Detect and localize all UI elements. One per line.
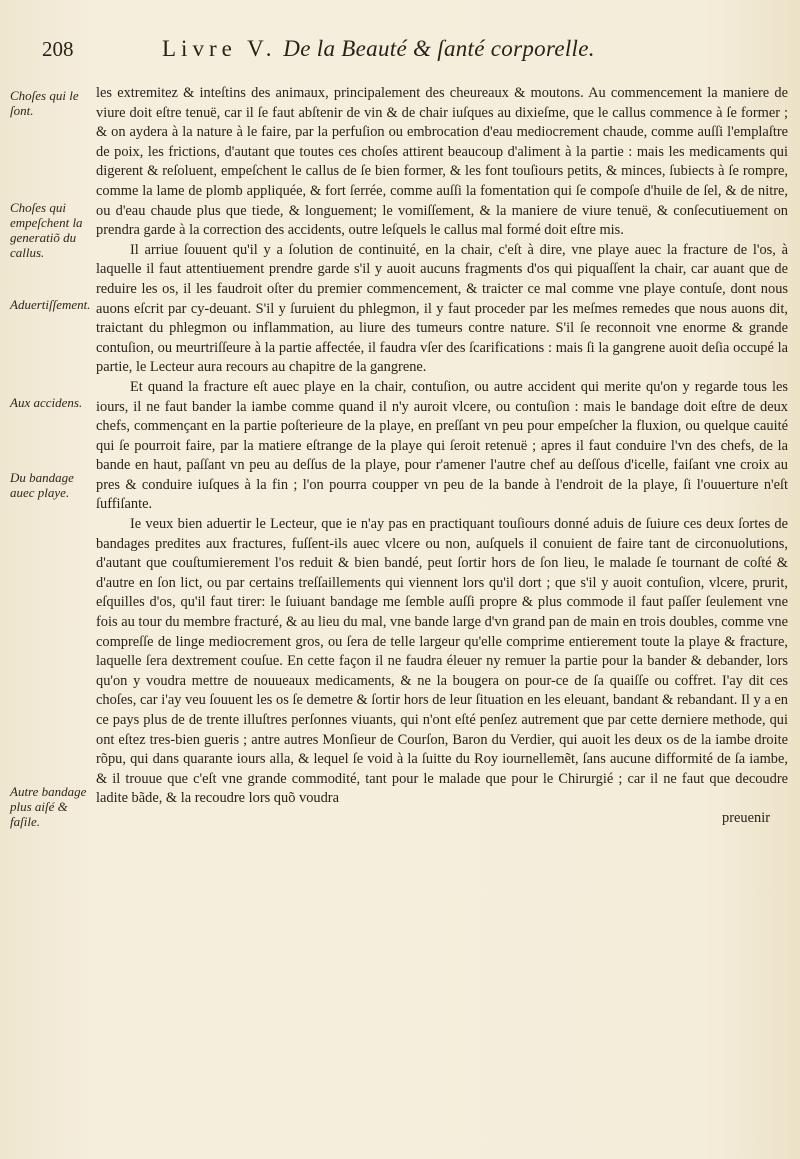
page-number: 208 (42, 37, 74, 61)
catchword: preuenir (722, 809, 770, 826)
margin-note-choses-qui-le-sont: Choſes qui le ſont. (10, 88, 79, 118)
margin-note-empeschent-callus: Choſes qui empeſchent la generatiõ du callus. (10, 200, 83, 260)
margin-note-aduertissement: Aduertiſſement. (10, 297, 91, 312)
running-title (162, 36, 595, 62)
paragraph-callus: les extremitez & inteſtins des animaux, principalement des cheureaux & moutons. Au commencement la maniere de viure doit eſtre tenuë, car il ſe faut abſtenir de vin & de chair iuſques au dixieſme, que le callus commence à ſe former ; & on aydera à la nature à le faire, par la perfuſion ou embrocation d'eau mediocrement chaude, comme auſſi l'emplaſtre de poix, les frictions, d'autant que toutes ces choſes attirent beaucoup d'aliment à la partie : mais les medicaments qui digerent & reſoluent, empeſchent le callus de ſe bien former, & les font touſiours petits, & minces, ſubiects à ſe rompre, comme la lame de plomb appliquée, & fort ſerrée, comme auſſi la fomentation qui ſe compoſe d'huile de ſel, & de nitre, ou d'eau chaude plus que tiede, & longuement; le vomiſſement, & la maniere de viure tenuë, & conſecutiuement on prendra garde à la correction des accidents, outre leſquels le callus mal formé doit eſtre mis. (96, 85, 788, 239)
chapter-title: De la Beauté & ſanté corporelle. (283, 36, 595, 61)
paragraph-fracture-playe: Et quand la fracture eſt auec playe en la chair, contuſion, ou autre accident qui merite qu'on y regarde tous les iours, il ne faut bander la iambe comme quand il n'y auroit vlcere, ou contuſion : mais le bandage doit eſtre de deux chefs, commençant en la partie poſterieure de la playe, en preſſant vn peu pour empeſcher la fluxion, ou quelque cauité qui ſe pourroit faire, par la matiere eſtrange de la playe qui ſeroit retenuë ; apres il faut conduire l'vn des chefs, de la bande en haut, paſſant vn peu au deſſus de la playe, pour r'amener l'autre chef au deſſous d'icelle, faiſant vne croix au pres & conduire iuſques à la fin ; l'on pourra coupper vn peu de la bande à l'endroit de la playe, ſi l'ouuerture n'eſt ſuffiſante. (96, 378, 788, 513)
paragraph-solution-continuite: Il arriue ſouuent qu'il y a ſolution de continuité, en la chair, c'eſt à dire, vne playe auec la fracture de l'os, à laquelle il faut attentiuement prendre garde s'il y auoit aucuns fragments d'os qui piquaſſent la chair, car auant que de reduire les os, il les faudroit oſter du premier commencement, & traicter ce mal comme vne playe contuſe, dont nous auons eſcrit par cy-deuant. S'il y ſuruient du phlegmon, il y faut proceder par les meſmes remedes que nous auons dit, traictant du phlegmon ou inflammation, au liure des tumeurs contre nature. S'il ſe reconnoit vne enorme & grande contuſion, ou meurtriſſeure à la partie affectée, il faudra vſer des ſcarifications : mais ſi la gangrene auoit deſia occupé la partie, le Lecteur aura recours au chapitre de la gangrene. (96, 241, 788, 376)
book-number: Livre V. (162, 36, 277, 61)
margin-note-aux-accidens: Aux accidens. (10, 395, 83, 410)
main-text (96, 84, 788, 829)
margin-note-autre-bandage: Autre bandage plus aiſé & faſile. (10, 784, 87, 829)
paragraph-aduertir-lecteur: Ie veux bien aduertir le Lecteur, que ie n'ay pas en practiquant touſiours donné aduis de ſuiure ces deux ſortes de bandages predites aux fractures, fuſſent-ils auec vlcere ou non, auſquels il conuient de faire tant de circonuolutions, d'autant que couſtumierement l'os reduit & bien bandé, peut ſortir hors de ſon lieu, le malade ſe tournant de coſté & d'autre en ſon lict, ou par certains treſſaillements qui viennent lors qu'il dort ; que s'il y auoit contuſion, vlcere, prurit, eſquilles d'os, qu'il faut tirer: le ſuiuant bandage me ſemble auſſi propre & plus commode il faut paſſer ſeulement vne fois au tour du membre fracturé, & au lieu du mal, vne bande large d'vn grand pan de main en trois doubles, comme vne compreſſe de linge mediocrement gros, ou ſera de telle largeur qu'elle comprime entierement toute la playe & fracture, laquelle ſera dextrement couſue. En cette façon il ne faudra éleuer ny remuer la partie pour la bander & debander, lors qu'on y voudra mettre de nouueaux medicaments, & ne la bougera on pour-ce de ſa quaiſſe ou coffret. I'ay dit ces choſes, car i'ay veu ſouuent les os ſe demetre & ſortir hors de leur ſituation en les eleuant, bandant & rebandant. Il y a en ce pays plus de de trente illuſtres perſonnes viuants, qui n'ont eſté penſez autrement que par cette derniere methode, qui ont eſtez tres-bien gueris ; antre autres Monſieur de Courſon, Baron du Verdier, qui auoit les deux os de la iambe droite rõpu, qui dans quarante iours alla, & lequel ſe void à la ſuitte du Roy iournellemẽt, ſans aucune difformité de ſa iambe, & il trouue que c'eſt vne grande commodité, tant pour le malade que pour le Chirurgié ; car il ne faut que decoudre ladite bãde, & la recoudre lors quõ voudra (96, 516, 788, 807)
running-head (40, 36, 760, 70)
margin-note-bandage-playe: Du bandage auec playe. (10, 470, 74, 500)
